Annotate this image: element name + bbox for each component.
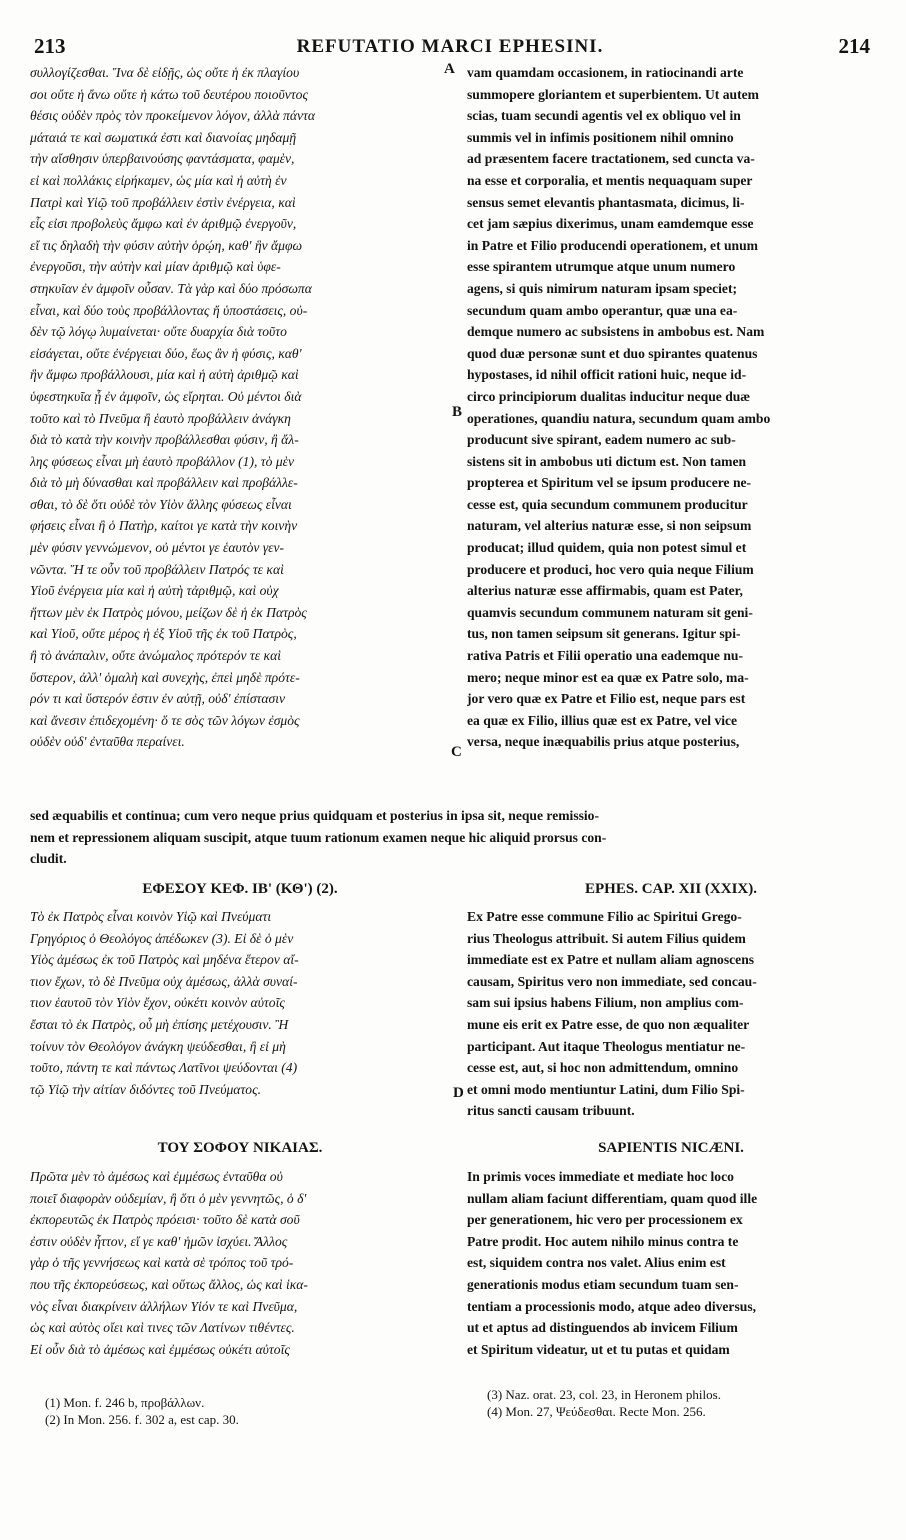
text-line: φήσεις εἶναι ἢ ὁ Πατὴρ, καίτοι γε κατὰ τὴν κοινὴν xyxy=(30,518,298,534)
latin-chapter-heading: EPHES. CAP. XII (XXIX). xyxy=(585,881,757,897)
text-line: εἴ τις δηλαδὴ τὴν φύσιν αὐτὴν ὁρῴη, καθ' ἣν ἄμφω xyxy=(30,237,303,253)
text-line: καὶ ἄνεσιν ἐπιδεχομένη· ὅ τε σὸς τῶν λόγων ἐσμὸς xyxy=(30,712,300,728)
greek-section-heading: ΤΟΥ ΣΟΦΟΥ ΝΙΚΑΙΑΣ. xyxy=(157,1140,323,1156)
text-line: circo principiorum dualitas inducitur neque duæ xyxy=(467,388,751,404)
text-line: mune eis erit ex Patre esse, de quo non æqualiter xyxy=(467,1016,750,1032)
text-line: agens, si quis nimirum naturam ipsam speciet; xyxy=(467,280,738,296)
text-line: producat; illud quidem, quia non potest simul et xyxy=(467,540,747,556)
text-line: et omni modo mentiuntur Latini, dum Filio Spi- xyxy=(467,1081,745,1097)
text-line: συλλογίζεσθαι. Ἵνα δὲ εἰδῇς, ὡς οὔτε ἡ ἐκ πλαγίου xyxy=(30,65,300,80)
latin-section-heading: SAPIENTIS NICÆNI. xyxy=(598,1140,744,1156)
text-line: cet jam sæpius dixerimus, unam eamdemque esse xyxy=(467,216,754,232)
text-line: Πρῶτα μὲν τὸ ἀμέσως καὶ ἐμμέσως ἐνταῦθα οὐ xyxy=(30,1169,283,1184)
text-line: ea quæ ex Filio, illius quæ est ex Patre, vel vice xyxy=(467,712,738,728)
text-line: (2) In Mon. 256. f. 302 a, est cap. 30. xyxy=(45,1412,239,1427)
text-line: ἢ τὸ ἀνάπαλιν, οὔτε ἀνώμαλος πρότερόν τε καὶ xyxy=(30,648,281,664)
text-line: nullam aliam faciunt differentiam, quam quod ille xyxy=(467,1190,758,1206)
text-line: rativa Patris et Filii operatio una eademque nu- xyxy=(467,648,744,664)
text-line: οὐδὲν οὐδ' ἐνταῦθα περαίνει. xyxy=(30,734,185,750)
text-line: τοῦτο καὶ τὸ Πνεῦμα ἢ ἑαυτὸ προβάλλειν ἀνάγκη xyxy=(30,410,291,426)
text-line: ad præsentem facere tractationem, sed cuncta va- xyxy=(467,151,755,167)
margin-marker: B xyxy=(452,404,463,420)
text-line: quod duæ personæ sunt et duo spirantes quatenus xyxy=(467,345,758,361)
text-line: generationis modus etiam secundum tuam sen- xyxy=(467,1276,739,1292)
text-line: ut et aptus ad distinguendos ab invicem Filium xyxy=(467,1320,738,1336)
text-line: vam quamdam occasionem, in ratiocinandi arte xyxy=(467,65,744,80)
text-line: et Spiritum videatur, ut et tu putas et quidam xyxy=(467,1341,730,1357)
text-line: εἰσάγεται, οὔτε ἐνέργειαι δύο, ἕως ἂν ἡ φύσις, καθ' xyxy=(30,345,302,361)
text-line: δὲν τῷ λόγῳ λυμαίνεται· οὔτε δυαρχία διὰ τοῦτο xyxy=(30,324,287,340)
margin-marker: D xyxy=(453,1085,464,1101)
text-line: cesse est, quia secundum communem producitur xyxy=(467,496,748,512)
text-line: λης φύσεως εἶναι μὴ ἑαυτὸ προβάλλον (1), τὸ μὲν xyxy=(30,453,295,469)
text-line: διὰ τὸ κατὰ τὴν κοινὴν προβάλλεσθαι φύσιν, ἢ ἄλ- xyxy=(30,432,299,448)
running-header xyxy=(30,34,870,60)
text-line: ἣν ἄμφω προβάλλουσι, μία καὶ ἡ αὐτὴ ἀριθμῷ καὶ xyxy=(30,367,299,383)
text-line: Υἱὸς ἀμέσως ἐκ τοῦ Πατρὸς καὶ μηδένα ἕτερον αἴ- xyxy=(30,952,299,968)
running-title: REFUTATIO MARCI EPHESINI. xyxy=(296,36,604,57)
text-line: Patre prodit. Hoc autem nihilo minus contra te xyxy=(467,1233,739,1249)
greek-column-mid xyxy=(30,906,450,1100)
text-line: Γρηγόριος ὁ Θεολόγος ἀπέδωκεν (3). Εἰ δὲ ὁ μὲν xyxy=(30,930,294,946)
text-line: immediate est ex Patre et nullam aliam agnoscens xyxy=(467,952,755,968)
text-line: ὑφεστηκυῖα ᾖ ἐν ἀμφοῖν, ὡς εἴρηται. Οὐ μέντοι διὰ xyxy=(30,388,302,404)
text-line: tus, non tamen seipsum sit generans. Igitur spi- xyxy=(467,626,741,642)
text-line: ἐκπορευτῶς ἐκ Πατρὸς πρόεισι· τοῦτο δὲ κατὰ σοῦ xyxy=(30,1212,300,1228)
text-line: naturam, vel alterius naturæ esse, si non seipsum xyxy=(467,518,752,534)
text-line: θέσις οὐδὲν πρὸς τὸν προκείμενον λόγον, ἀλλὰ πάντα xyxy=(30,108,316,124)
text-line: producunt sive spirant, eadem numero ac sub- xyxy=(467,432,736,448)
text-line: ἐνεργοῦσι, τὴν αὐτὴν καὶ μίαν ἀριθμῷ καὶ ὑφε- xyxy=(30,259,281,275)
text-line: ποιεῖ διαφορὰν οὐδεμίαν, ἢ ὅτι ὁ μὲν γεννητῶς, ὁ δ' xyxy=(30,1190,307,1206)
text-line: γὰρ ὁ τῆς γεννήσεως καὶ κατὰ σὲ τρόπος τοῦ τρό- xyxy=(30,1255,294,1271)
text-line: rius Theologus attribuit. Si autem Filius quidem xyxy=(467,930,746,946)
text-line: cesse est, aut, si hoc non admittendum, omnino xyxy=(467,1060,739,1076)
text-line: sed æquabilis et continua; cum vero neque prius quidquam et posterius in ipsa sit, neque remissio- xyxy=(30,808,600,823)
text-line: propterea et Spiritum vel se ipsum producere ne- xyxy=(467,475,752,491)
greek-column-top xyxy=(30,62,450,753)
text-line: tentiam a processionis modo, atque adeo diversus, xyxy=(467,1298,757,1314)
text-line: ὡς καὶ αὐτὸς οἴει καὶ τινες τῶν Λατίνων τιθέντες. xyxy=(30,1320,295,1336)
text-line: νῶντα. Ἥ τε οὖν τοῦ προβάλλειν Πατρός τε καὶ xyxy=(30,561,284,577)
text-line: ρόν τι καὶ ὕστερόν ἐστιν ἐν αὐτῇ, οὐδ' ἐπίστασιν xyxy=(30,691,286,707)
text-line: jor vero quæ ex Patre et Filio est, neque pars est xyxy=(467,691,746,707)
footnotes-right xyxy=(487,1386,877,1420)
margin-marker: A xyxy=(444,61,455,77)
text-line: τιον ἑαυτοῦ τὸν Υἱὸν ἔχον, οὐκέτι κοινὸν αὐτοῖς xyxy=(30,995,285,1011)
page-number-left: 213 xyxy=(34,34,66,58)
text-line: τιον ἔχων, τὸ δὲ Πνεῦμα οὐχ ἀμέσως, ἀλλὰ συναί- xyxy=(30,973,298,989)
text-line: causam, Spiritus vero non immediate, sed concau- xyxy=(467,973,757,989)
text-line: Εἰ οὖν διὰ τὸ ἀμέσως καὶ ἐμμέσως οὐκέτι αὐτοῖς xyxy=(30,1341,290,1357)
text-line: (4) Mon. 27, Ψεύδεσθαι. Recte Mon. 256. xyxy=(487,1404,706,1419)
text-line: demque numero ac subsistens in ambobus est. Nam xyxy=(467,324,765,340)
text-line: hypostases, id nihil officit rationi huic, neque id- xyxy=(467,367,747,383)
text-line: per generationem, hic vero per processionem ex xyxy=(467,1212,743,1228)
greek-chapter-heading: ΕΦΕΣΟΥ ΚΕΦ. ΙΒ' (ΚΘ') (2). xyxy=(142,881,338,897)
text-line: quamvis secundum communem naturam sit geni- xyxy=(467,604,753,620)
text-line: sam sui ipsius habens Filium, non amplius com- xyxy=(467,995,744,1011)
greek-column-bottom xyxy=(30,1166,450,1360)
full-width-paragraph xyxy=(30,805,875,870)
text-line: participant. Aut itaque Theologus mentiatur ne- xyxy=(467,1038,746,1054)
margin-marker: C xyxy=(451,744,462,760)
text-line: μὲν φύσιν γεννώμενον, οὐ μέντοι γε ἑαυτὸν γεν- xyxy=(30,540,285,556)
text-line: est, siquidem contra nos valet. Alius enim est xyxy=(467,1255,726,1271)
text-line: ἥττων μὲν ἐκ Πατρὸς μόνου, μείζων δὲ ἡ ἐκ Πατρὸς xyxy=(30,604,307,620)
text-line: Τὸ ἐκ Πατρὸς εἶναι κοινὸν Υἱῷ καὶ Πνεύματι xyxy=(30,909,272,924)
text-line: cludit. xyxy=(30,851,67,867)
text-line: διὰ τὸ μὴ δύνασθαι καὶ προβάλλειν καὶ προβάλλε- xyxy=(30,475,298,491)
footnotes-left xyxy=(45,1394,445,1428)
text-line: summis vel in infimis positionem nihil omnino xyxy=(467,129,734,145)
text-line: producere et produci, hoc vero quia neque Filium xyxy=(467,561,754,577)
text-line: Ex Patre esse commune Filio ac Spiritui Grego- xyxy=(467,909,742,924)
text-line: τῷ Υἱῷ τὴν αἰτίαν διδόντες τοῦ Πνεύματος. xyxy=(30,1081,262,1097)
text-line: operationes, quandiu natura, secundum quam ambo xyxy=(467,410,771,426)
text-line: εἰ καὶ πολλάκις εἰρήκαμεν, ὡς μία καὶ ἡ αὐτὴ ἐν xyxy=(30,172,287,188)
text-line: ἔσται τὸ ἐκ Πατρὸς, οὗ μὴ ἐπίσης μετέχουσιν. Ἢ xyxy=(30,1016,289,1032)
text-line: esse spirantem utrumque atque unum numero xyxy=(467,259,736,275)
text-line: na esse et corporalia, et mentis nequaquam super xyxy=(467,172,753,188)
text-line: sensus semet elevantis phantasmata, dicimus, li- xyxy=(467,194,745,210)
latin-column-bottom xyxy=(467,1166,875,1360)
text-line: στηκυῖαν ἐν ἀμφοῖν οὖσαν. Τὰ γὰρ καὶ δύο πρόσωπα xyxy=(30,280,312,296)
text-line: In primis voces immediate et mediate hoc loco xyxy=(467,1169,734,1184)
text-line: (1) Mon. f. 246 b, προβάλλων. xyxy=(45,1395,205,1410)
text-line: mero; neque minor est ea quæ ex Patre solo, ma- xyxy=(467,669,749,685)
text-line: τοῦτο, πάντη τε καὶ πάντως Λατῖνοι ψεύδονται (4) xyxy=(30,1060,298,1076)
text-line: in Patre et Filio producendi operationem, et unum xyxy=(467,237,758,253)
text-line: nem et repressionem aliquam suscipit, atque tuum rationum examen neque hic aliquid prorsus con- xyxy=(30,829,607,845)
text-line: ἐστιν οὐδὲν ἧττον, εἴ γε καθ' ἡμῶν ἰσχύει. Ἄλλος xyxy=(30,1233,288,1249)
text-line: σθαι, τὸ δὲ ὅτι οὐδὲ τὸν Υἱὸν ἄλλης φύσεως εἶναι xyxy=(30,496,292,512)
text-line: μάταιά τε καὶ σωματικά ἐστι καὶ διανοίας μηδαμῇ xyxy=(30,129,297,145)
latin-column-mid xyxy=(467,906,875,1122)
text-line: τὴν αἴσθησιν ὑπερβαινούσης φαντάσματα, φαμὲν, xyxy=(30,151,295,167)
text-line: versa, neque inæquabilis prius atque posterius, xyxy=(467,734,740,750)
text-line: alterius naturæ esse affirmabis, quam est Pater, xyxy=(467,583,743,599)
text-line: secundum quam ambo operantur, quæ una ea- xyxy=(467,302,738,318)
text-line: scias, tuam secundi agentis vel ex obliquo vel in xyxy=(467,108,741,124)
text-line: (3) Naz. orat. 23, col. 23, in Heronem philos. xyxy=(487,1387,721,1402)
text-line: τοίνυν τὸν Θεολόγον ἀνάγκη ψεύδεσθαι, ἢ εἰ μὴ xyxy=(30,1038,286,1054)
text-line: summopere gloriantem et superbientem. Ut autem xyxy=(467,86,759,102)
page-number-right: 214 xyxy=(838,34,870,58)
text-line: εἶναι, καὶ δύο τοὺς προβάλλοντας ἤ ὑποστάσεις, οὐ- xyxy=(30,302,308,318)
text-line: καὶ Υἱοῦ, οὔτε μέρος ἡ ἐξ Υἱοῦ τῆς ἐκ τοῦ Πατρὸς, xyxy=(30,626,297,642)
text-line: sistens sit in ambobus uti dictum est. Non tamen xyxy=(467,453,747,469)
text-line: που τῆς ἐκπορεύσεως, καὶ οὕτως ἄλλος, ὡς καὶ ἱκα- xyxy=(30,1276,308,1292)
text-line: νὸς εἶναι διακρίνειν ἀλλήλων Υἱόν τε καὶ Πνεῦμα, xyxy=(30,1298,298,1314)
latin-column-top xyxy=(467,62,875,753)
text-line: σοι οὔτε ἡ ἄνω οὔτε ἡ κάτω τοῦ δευτέρου ποιοῦντος xyxy=(30,86,308,102)
text-line: εἷς εἰσι προβολεὺς ἄμφω καὶ ἐν ἀριθμῷ ἐνεργοῦν, xyxy=(30,216,297,232)
text-line: ritus sancti causam tribuunt. xyxy=(467,1103,635,1119)
text-line: Πατρὶ καὶ Υἱῷ τοῦ προβάλλειν ἐστὶν ἐνέργεια, καὶ xyxy=(30,194,296,210)
text-line: ὕστερον, ἀλλ' ὁμαλὴ καὶ συνεχὴς, ἐπεὶ μηδὲ πρότε- xyxy=(30,669,300,685)
text-line: Υἱοῦ ἐνέργεια μία καὶ ἡ αὐτὴ τἀριθμῷ, καὶ οὐχ xyxy=(30,583,279,599)
